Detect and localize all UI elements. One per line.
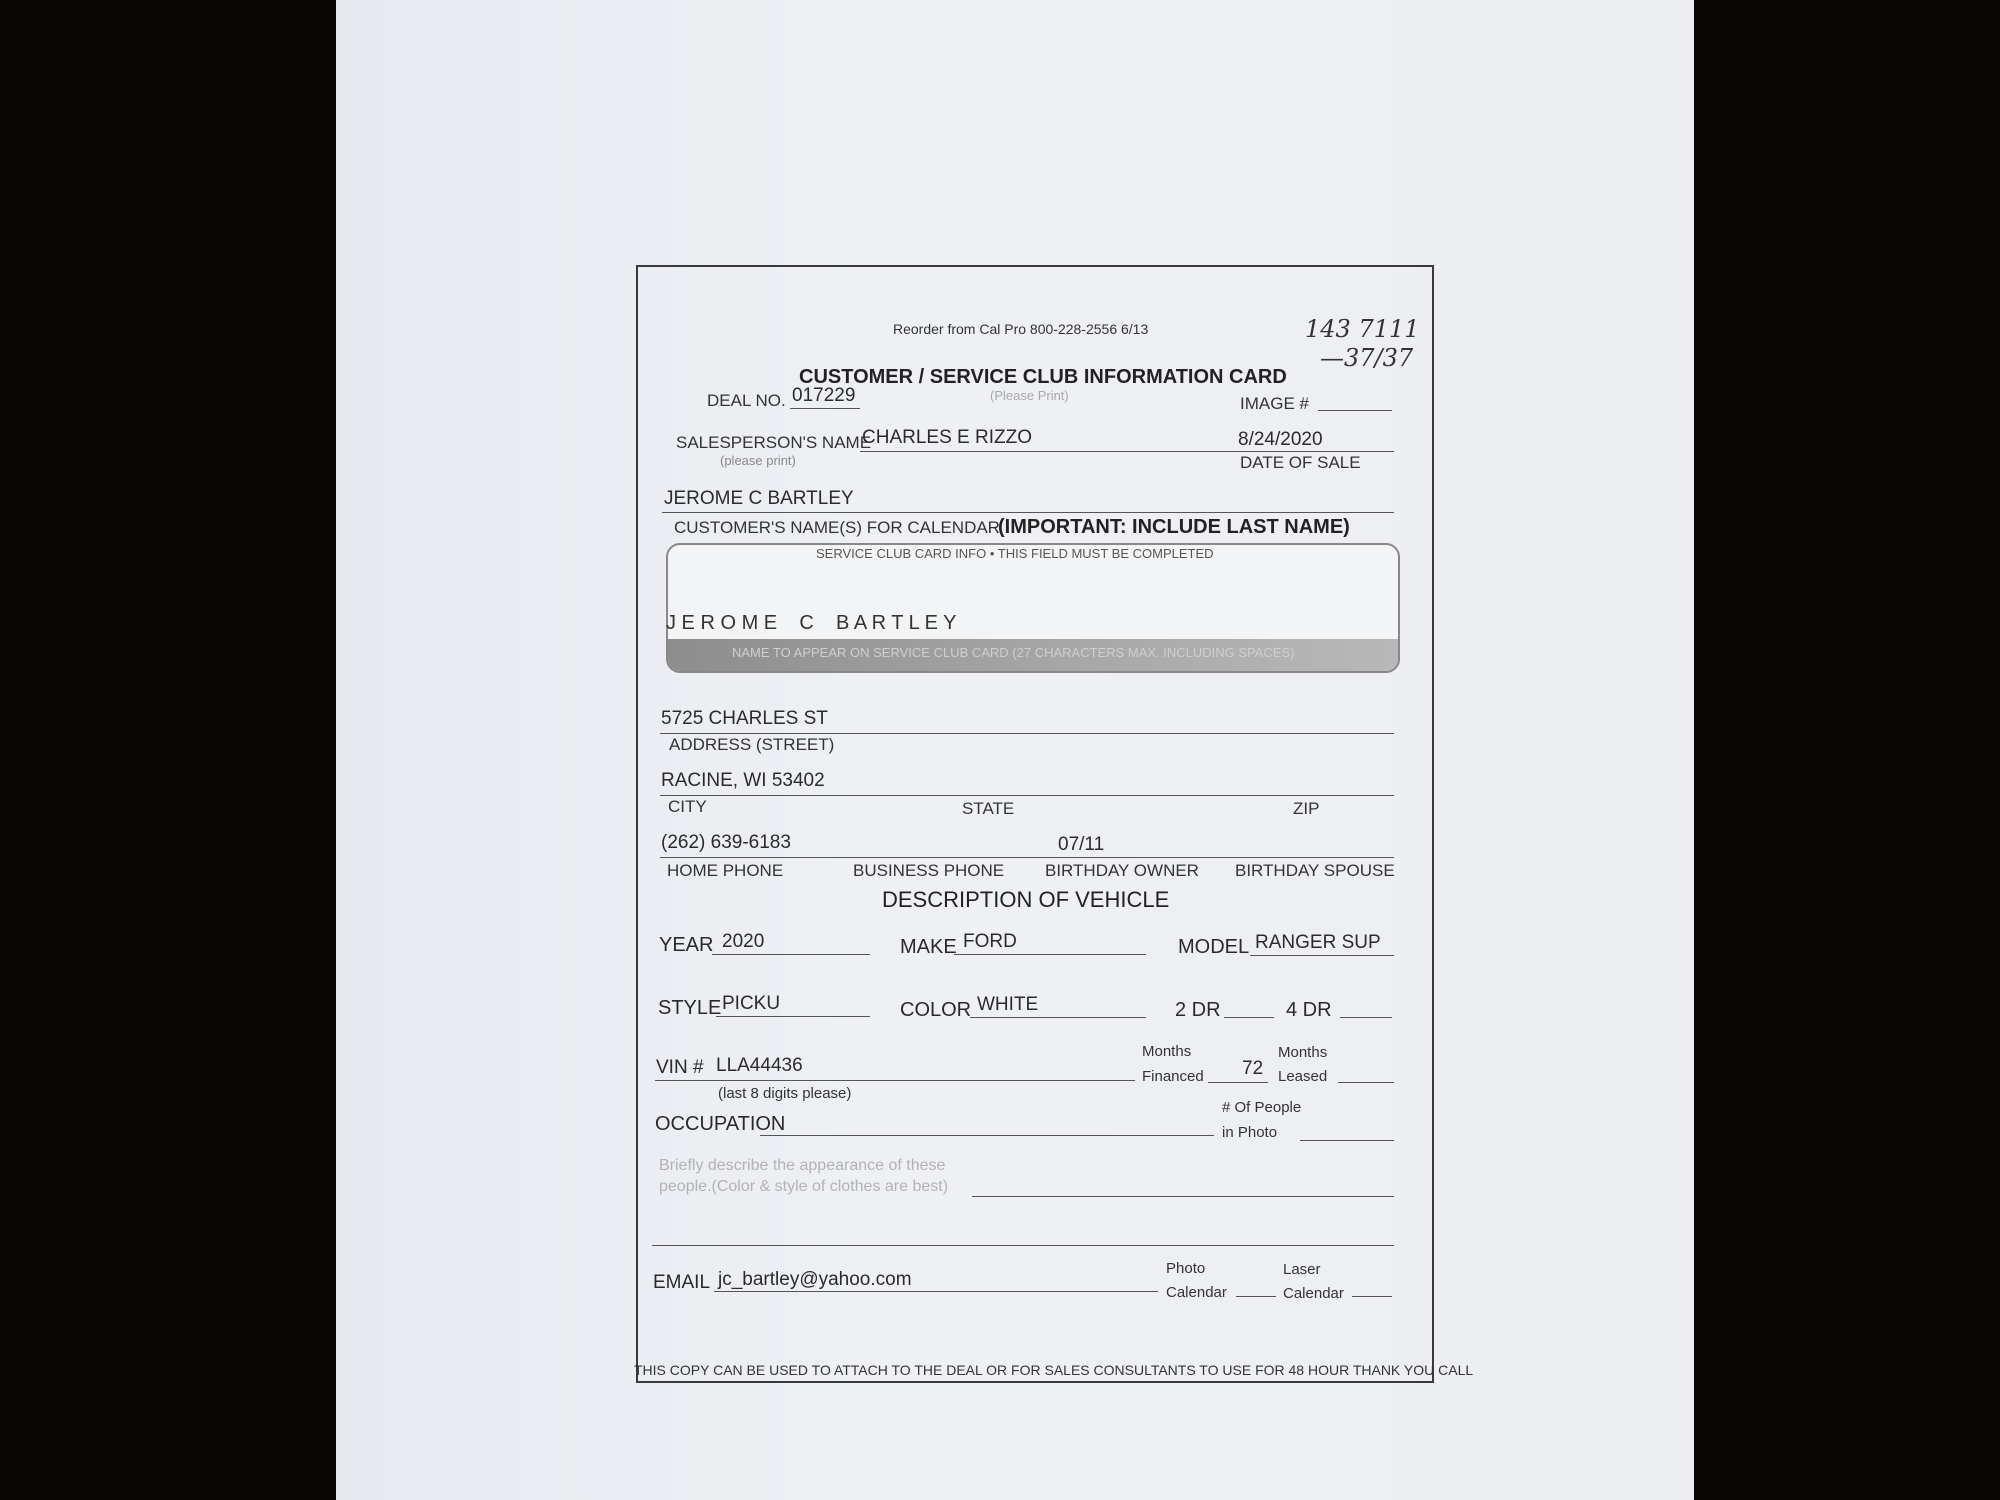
customer-name-value: JEROME C BARTLEY (664, 488, 854, 509)
reorder-text: Reorder from Cal Pro 800-228-2556 6/13 (893, 321, 1149, 337)
vin-value: LLA44436 (716, 1055, 803, 1076)
email-label: EMAIL (653, 1272, 711, 1293)
salesperson-label: SALESPERSON'S NAME (676, 433, 872, 452)
date-of-sale-label: DATE OF SALE (1240, 453, 1361, 472)
vin-note: (last 8 digits please) (718, 1085, 852, 1102)
city-label: CITY (668, 797, 707, 816)
service-club-header: SERVICE CLUB CARD INFO • THIS FIELD MUST BE COMPLETED (816, 546, 1214, 561)
model-value: RANGER SUP (1255, 932, 1381, 953)
city-value: RACINE, WI 53402 (661, 770, 825, 791)
photo-calendar-label-line1: Photo (1166, 1260, 1206, 1277)
image-number-label: IMAGE # (1240, 394, 1309, 413)
home-phone-label: HOME PHONE (667, 861, 784, 880)
photo-calendar-label-line2: Calendar (1166, 1284, 1227, 1301)
service-club-footer: NAME TO APPEAR ON SERVICE CLUB CARD (27 CHARACTERS MAX. INCLUDING SPACES) (732, 645, 1295, 660)
vin-label: VIN # (656, 1057, 704, 1078)
two-door-label: 2 DR (1175, 999, 1221, 1021)
make-label: MAKE (900, 936, 957, 958)
address-label: ADDRESS (STREET) (669, 735, 835, 754)
email-value: jc_bartley@yahoo.com (718, 1269, 912, 1290)
deal-number-value: 017229 (792, 385, 856, 406)
customer-name-label: CUSTOMER'S NAME(S) FOR CALENDAR (674, 518, 1000, 537)
address-value: 5725 CHARLES ST (661, 708, 828, 729)
laser-calendar-label-line2: Calendar (1283, 1285, 1344, 1302)
occupation-label: OCCUPATION (655, 1113, 786, 1135)
financed-label: Financed (1142, 1068, 1204, 1085)
describe-line1: Briefly describe the appearance of these (659, 1157, 946, 1174)
make-value: FORD (963, 931, 1017, 952)
style-label: STYLE (658, 997, 722, 1019)
laser-calendar-label-line1: Laser (1283, 1261, 1321, 1278)
card-footer-note: THIS COPY CAN BE USED TO ATTACH TO THE DEAL OR FOR SALES CONSULTANTS TO USE FOR 48 HOUR THANK YOU CALL (634, 1362, 1474, 1378)
color-label: COLOR (900, 999, 972, 1021)
year-label: YEAR (659, 934, 714, 956)
state-label: STATE (962, 799, 1015, 818)
four-door-label: 4 DR (1286, 999, 1332, 1021)
style-value: PICKU (722, 993, 781, 1014)
color-value: WHITE (977, 994, 1039, 1015)
date-of-sale-value: 8/24/2020 (1238, 429, 1323, 450)
zip-label: ZIP (1293, 799, 1320, 818)
birthday-owner-value: 07/11 (1058, 834, 1105, 855)
year-value: 2020 (722, 931, 765, 952)
handwritten-note-line1: 143 7111 (1305, 315, 1420, 343)
months-financed-value: 72 (1242, 1058, 1264, 1079)
handwritten-note-line2: —37/37 (1320, 344, 1414, 372)
home-phone-value: (262) 639-6183 (661, 832, 791, 853)
months-leased-label-top: Months (1278, 1044, 1328, 1061)
card-title: CUSTOMER / SERVICE CLUB INFORMATION CARD (799, 366, 1287, 388)
model-label: MODEL (1178, 936, 1250, 958)
business-phone-label: BUSINESS PHONE (853, 861, 1005, 880)
deal-number-label: DEAL NO. (707, 391, 786, 410)
people-in-photo-label-line1: # Of People (1222, 1099, 1302, 1116)
months-financed-label-top: Months (1142, 1043, 1192, 1060)
people-in-photo-label-line2: in Photo (1222, 1124, 1278, 1141)
important-note: (IMPORTANT: INCLUDE LAST NAME) (998, 516, 1350, 538)
salesperson-value: CHARLES E RIZZO (862, 427, 1032, 448)
leased-label: Leased (1278, 1068, 1328, 1085)
vehicle-heading: DESCRIPTION OF VEHICLE (882, 887, 1170, 912)
birthday-owner-label: BIRTHDAY OWNER (1045, 861, 1199, 880)
birthday-spouse-label: BIRTHDAY SPOUSE (1235, 861, 1395, 880)
salesperson-sublabel: (please print) (720, 453, 796, 468)
describe-line2: people.(Color & style of clothes are best) (659, 1178, 949, 1195)
please-print-note: (Please Print) (990, 388, 1069, 403)
service-club-name-value: J E R O M E C B A R T L E Y (666, 612, 957, 634)
